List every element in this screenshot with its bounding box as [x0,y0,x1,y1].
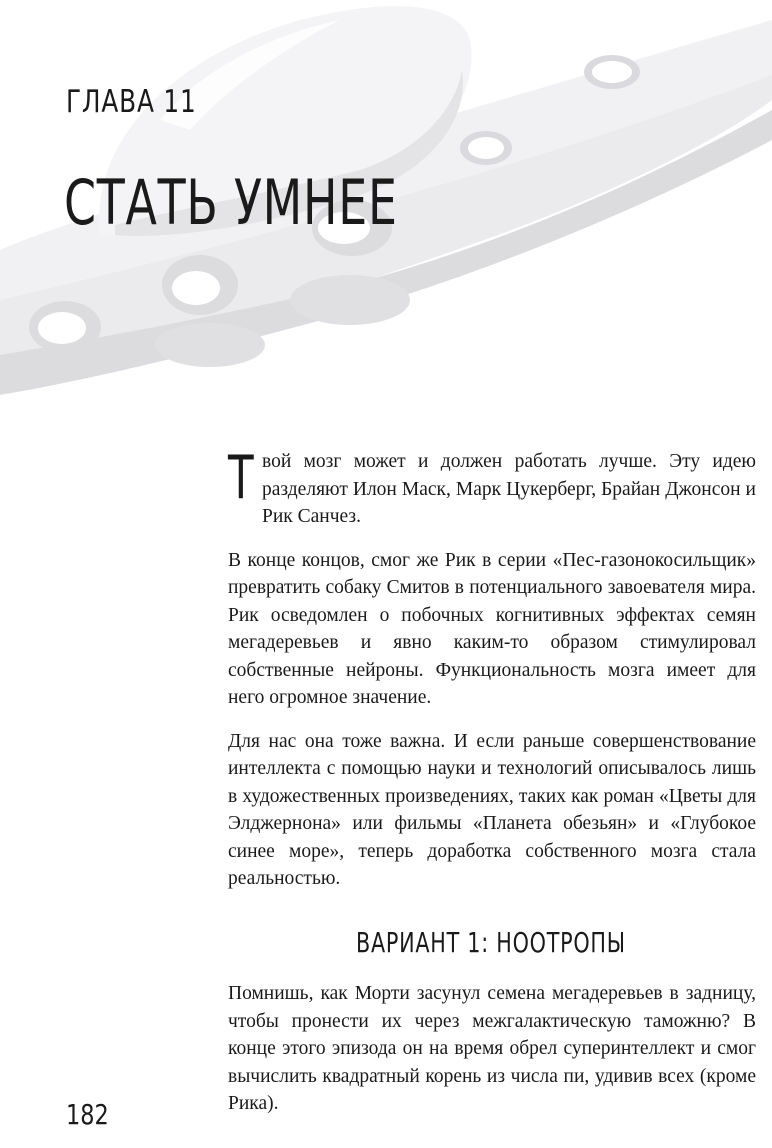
section-body [228,980,756,1118]
intro-paragraph-2: В конце концов, смог же Рик в серии «Пес-газонокосильщик» превратить собаку Смитов в потенциального завоевателя мира. Рик осведомлен о побочных когнитивных эффектах семян мегадеревьев и явно каким-то образом стимулировал собственные нейроны. Функциональность мозга имеет для него огромное значение. [228,549,756,708]
intro-paragraph-1 [228,443,756,531]
intro-paragraph-1-text: вой мозг может и должен работать лучше. Эту идею разделяют Илон Маск, Марк Цукерберг, Брайан Джонсон и Рик Санчез. [262,451,756,527]
intro-section [228,443,756,909]
chapter-title: СТАТЬ УМНЕЕ [64,166,398,239]
drop-cap: Т [228,443,254,513]
section-heading: ВАРИАНТ 1: НООТРОПЫ [356,926,626,959]
chapter-label: ГЛАВА 11 [66,84,197,120]
section-paragraph-1: Помнишь, как Морти засунул семена мегадеревьев в задницу, чтобы пронести их через межгалактическую таможню? В конце этого эпизода он на время обрел суперинтеллект и смог вычислить квадратный корень из числа пи, удивив всех (кроме Рика). [228,983,756,1114]
intro-paragraph-3: Для нас она тоже важна. И если раньше совершенствование интеллекта с помощью науки и технологий описывалось лишь в художественных произведениях, таких как роман «Цветы для Элджернона» или фильмы «Планета обезьян» и «Глубокое синее море», теперь доработка собственного мозга стала реальностью. [228,730,756,889]
page-number: 182 [66,1098,109,1131]
